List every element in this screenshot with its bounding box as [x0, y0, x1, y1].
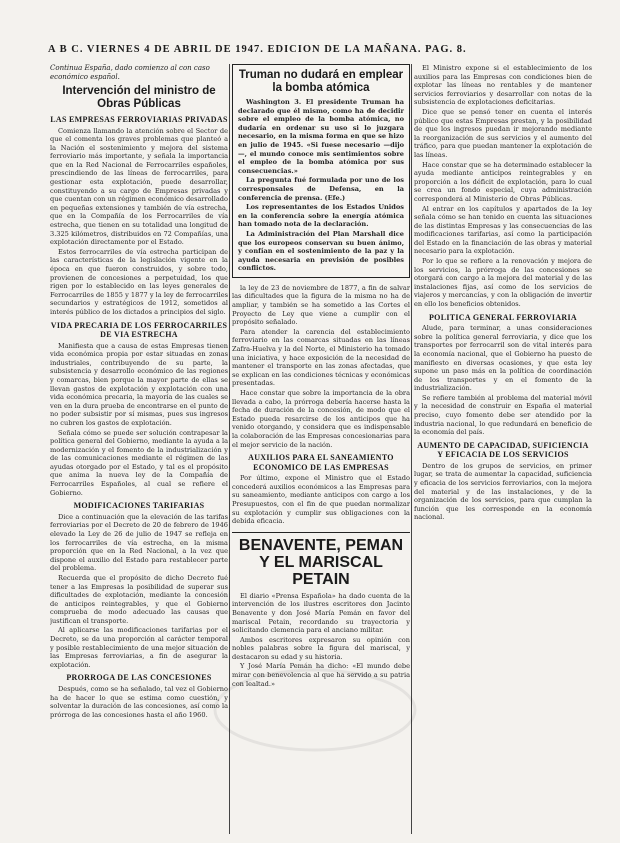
- paragraph: El Ministro expone si el establecimiento de los auxilios para las Empresas con condiciones bien de explotar las líneas no rentables y de mantener servicios ferroviarios y desarrollar con notas de la subsistencia de explotaciones deficitarias.: [414, 64, 592, 107]
- paragraph: Dice que se pensó tener en cuenta el interés público que estas Empresas prestan, y la posibilidad de que los ingresos puedan ir mejorando mediante la reorganización de sus servicios y el aumento del tráfico, para que puedan mantener la explotación de las líneas.: [414, 107, 592, 159]
- column-divider: [411, 64, 412, 834]
- paragraph: Por lo que se refiere a la renovación y mejora de los servicios, la prórroga de las concesiones se otorgará con cargo a la mejora del material y de las instalaciones fijas, así como de los servicios de viajeros y mercancías, y con la obligación de invertir en ello los beneficios obtenidos.: [414, 257, 592, 309]
- paragraph: Recuerda que el propósito de dicho Decreto fué tener a las Empresas la posibilidad de superar sus dificultades de explotación, mediante la concesión de anticipos reintegrables, y que el Gobierno comprueba de modo adecuado las causas que justifican el transporte.: [50, 573, 228, 625]
- subheading: VIDA PRECARIA DE LOS FERROCARRILES DE VIA ESTRECHA: [50, 320, 228, 340]
- paragraph: Washington 3. El presidente Truman ha declarado que él mismo, como ha de decidir sobre el empleo de la bomba atómica, no dudaría en ordenar su uso si lo juzgara necesario, en la misma forma en que se hizo en julio de 1945. «Si fuese necesario —dijo—, el mundo conoce mis sentimientos sobre el empleo de la bomba atómica por sus consecuencias.»: [238, 98, 404, 175]
- subheading: LAS EMPRESAS FERROVIARIAS PRIVADAS: [50, 115, 228, 124]
- subheading: AUMENTO DE CAPACIDAD, SUFICIENCIA Y EFICACIA DE LOS SERVICIOS: [417, 440, 589, 460]
- subheading: MODIFICACIONES TARIFARIAS: [73, 501, 205, 511]
- column-3: [414, 64, 592, 834]
- paragraph: El diario «Prensa Española» ha dado cuenta de la intervención de los ilustres escritores don Jacinto Benavente y don José María Pemán en favor del mariscal Petain, recordando su trayectoria y solicitando clemencia para el anciano militar.: [232, 591, 410, 635]
- subheading: AUXILIOS PARA EL SANEAMIENTO ECONOMICO DE LAS EMPRESAS: [248, 453, 394, 472]
- headline-truman: Truman no dudará en emplear la bomba atómica: [238, 69, 404, 94]
- column-1: [50, 64, 228, 834]
- column-2: [232, 64, 410, 834]
- paragraph: Para atender la carencia del establecimiento ferroviario en las comarcas situadas en las líneas Zafra-Huelva y la del Norte, el Ministerio ha tomado una iniciativa, y hace exposición de la necesidad de mantener el transporte en las zonas afectadas, que se explican en las condiciones técnicas y económicas presentadas.: [232, 327, 410, 388]
- headline-intervencion: Intervención del ministro de Obras Públicas: [62, 85, 216, 110]
- paragraph: Por último, expone el Ministro que el Estado concederá auxilios económicos a las Empresas para su saneamiento, mediante anticipos con cargo a los Presupuestos, con el fin de que puedan normalizar su explotación y cumplir sus obligaciones con la debida eficacia.: [232, 474, 410, 526]
- kicker: Continua España, dado comienzo al con caso económico español.: [50, 64, 210, 81]
- paragraph: Manifiesta que a causa de estas Empresas tienen vida económica propia por estar situadas en zonas industriales, contribuyendo de su parte, la subsistencia y desarrollo económico de las regiones y comarcas, bien porque la mayor parte de ellas se llevan gastos de explotación y explotación con una vida económica precaria, la mayoría de las cuales se ven en la dura prueba de encontrarse en el punto de no poder subsistir por sí mismas, pues sus ingresos no cubren los gastos de explotación.: [50, 341, 228, 427]
- paragraph: Hace constar que sobre la importancia de la obra llevada a cabo, la prórroga debería hacerse hasta la fecha de duración de la concesión, de modo que el Estado pueda resarcirse de los anticipos que ha venido otorgando, y considera que es indispensable la colaboración de las Empresas concesionarias para el mejor servicio de la nación.: [232, 389, 410, 449]
- paragraph: La Administración del Plan Marshall dice que los europeos conservan su buen ánimo, y confían en el sostenimiento de la paz y la ayuda necesaria en previsión de posibles conflictos.: [238, 229, 404, 273]
- paragraph: la ley de 23 de noviembre de 1877, a fin de salvar las dificultades que la figura de la misma no ha de ampliar, y también se ha sometido a las Cortes el Proyecto de Ley que viene a cumplir con el propósito señalado.: [232, 283, 410, 327]
- paragraph: Y José María Pemán ha dicho: «El mundo debe mirar con benevolencia al que ha servido a su patria con lealtad.»: [232, 662, 410, 688]
- paragraph: Dentro de los grupos de servicios, en primer lugar, se trata de aumentar la capacidad, suficiencia y eficacia de los servicios ferroviarios, con la mejora del material y de las instalaciones, y de la organización de los servicios, para que cumplan la función que les corresponde en la economía nacional.: [414, 461, 592, 522]
- truman-box: [232, 64, 410, 278]
- subheading: PRORROGA DE LAS CONCESIONES: [66, 673, 212, 683]
- page-header: A B C. VIERNES 4 DE ABRIL DE 1947. EDICION DE LA MAÑANA. PAG. 8.: [48, 44, 467, 55]
- paragraph: Dice a continuación que la elevación de las tarifas ferroviarias por el Decreto de 20 de febrero de 1946 elevado la Ley de 26 de julio de 1947 se refleja en los ferrocarriles de vía estrecha, en la misma proporción que en la Red Nacional, a la vez que dispone el auxilio del Estado para restablecer parte del problema.: [50, 512, 228, 573]
- column-divider: [229, 64, 230, 834]
- paragraph: La pregunta fué formulada por uno de los corresponsales de Defensa, en la conferencia de prensa. (Efe.): [238, 176, 404, 202]
- paragraph: Señala cómo se puede ser solución contrapesar la política general del Gobierno, mediante la ayuda a la modernización y el fomento de la industrialización y de las comunicaciones mediante el régimen de las ayudas otorgado por el Estado, y tal es el propósito que anima la nueva ley de la Compañía de Ferrocarriles Españoles, al cual se refiere el Gobierno.: [50, 428, 228, 497]
- headline-benavente: BENAVENTE, PEMAN Y EL MARISCAL PETAIN: [232, 532, 410, 588]
- paragraph: Alude, para terminar, a unas consideraciones sobre la política general ferroviaria, y dice que los transportes por ferrocarril son de vital interés para la economía nacional, que el Gobierno ha puesto de manifiesto en diversas ocasiones, y que esta ley supone un paso más en la política de coordinación de los transportes y en el fomento de la industrialización.: [414, 324, 592, 393]
- paragraph: Comienza llamando la atención sobre el Sector de que el comenta los graves problemas que planteó a la Nación el sostenimiento y mejora del sistema ferroviario más importante, y señala la importancia que en la Red Nacional de Ferrocarriles españoles, prescindiendo de las líneas de ferrocarriles, para gestionar esta explotación, puede desarrollar, constituyendo a su cargo de Empresas privadas y que cuentan con un régimen económico desarrollado en pequeñas extensiones y también de vía estrecha, que en la Compañía de los Ferrocarriles de vía estrecha, que tienen en su totalidad una longitud de 3.325 kilómetros, distribuidos en 72 Compañías, una explotación directamente por el Estado.: [50, 126, 228, 247]
- paragraph: Se refiere también al problema del material móvil y la necesidad de construir en España el material preciso, cuyo fomento debe ser atendido por la industria nacional, lo que redundará en beneficio de la economía del país.: [414, 393, 592, 437]
- paragraph: Los representantes de los Estados Unidos en la conferencia sobre la energía atómica han tomado nota de la declaración.: [238, 203, 404, 229]
- paragraph: Ambos escritores expresaron su opinión con nobles palabras sobre la figura del mariscal, y destacaron su edad y su historia.: [232, 635, 410, 661]
- paragraph: Después, como se ha señalado, tal vez el Gobierno ha de hacer lo que se estima como cuestión, y solventar la duración de las concesiones, así como la prórroga de las concesiones hasta el año 1960.: [50, 684, 228, 719]
- subheading: POLITICA GENERAL FERROVIARIA: [429, 312, 577, 322]
- paragraph: Estos ferrocarriles de vía estrecha participan de las características de la legislación vigente en la época en que fueron construidos, y sobre todo, provienen de concesiones a perpetuidad, los que rigen por lo establecido en las leyes generales de Ferrocarriles de 1855 y 1877 y la ley de ferrocarriles secundarios y estratégicos de 1912, sometidos al interés público de los dictados a principios del siglo.: [50, 247, 228, 316]
- paragraph: Hace constar que se ha determinado establecer la ayuda mediante anticipos reintegrables y en proporción a los déficit de explotación, para lo cual se crea un fondo especial, cuya administración corresponderá al Ministerio de Obras Públicas.: [414, 160, 592, 203]
- paragraph: Al entrar en los capítulos y apartados de la ley señala cómo se han tenido en cuenta las situaciones de las distintas Empresas y las consecuencias de las modificaciones tarifarias, así como la participación del Estado en la financiación de las obras y material necesario para la explotación.: [414, 204, 592, 256]
- paragraph: Al aplicarse las modificaciones tarifarias por el Decreto, se da una proporción al carácter temporal y posible restablecimiento de una mejor situación de las Empresas ferroviarias, a fin de asegurar la explotación.: [50, 626, 228, 669]
